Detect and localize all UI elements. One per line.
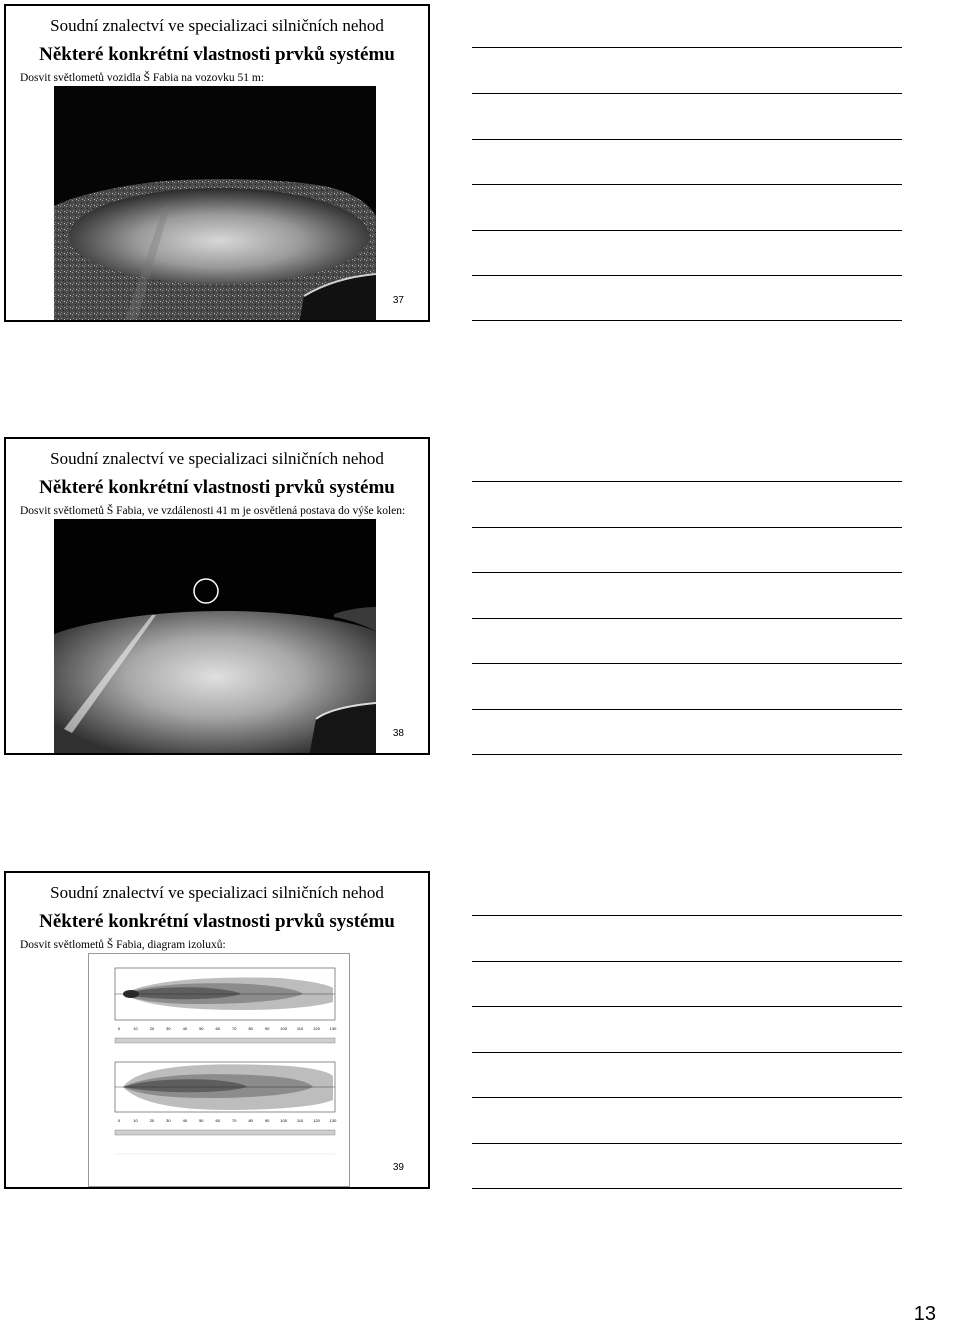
tick-label: 50 — [199, 1118, 204, 1123]
note-line — [472, 1143, 902, 1144]
tick-label: 70 — [232, 1118, 237, 1123]
note-line — [472, 275, 902, 276]
note-line — [472, 320, 902, 321]
slide-caption: Dosvit světlometů vozidla Š Fabia na vozovku 51 m: — [20, 72, 265, 84]
tick-label: 40 — [182, 1026, 188, 1031]
note-line — [472, 915, 902, 916]
tick-label: 130 — [329, 1118, 337, 1123]
note-line — [472, 754, 902, 755]
tick-label: 30 — [166, 1026, 171, 1031]
axis-ticks-top — [118, 1026, 337, 1031]
slide-number: 38 — [392, 728, 404, 739]
note-line — [472, 1097, 902, 1098]
note-line — [472, 618, 902, 619]
tick-label: 60 — [215, 1026, 220, 1031]
note-line — [472, 184, 902, 185]
tick-label: 120 — [313, 1118, 320, 1123]
slide-caption: Dosvit světlometů Š Fabia, diagram izoluxů: — [20, 939, 226, 951]
note-line — [472, 47, 902, 48]
note-line — [472, 961, 902, 962]
tick-label: 50 — [199, 1026, 204, 1031]
tick-label: 10 — [133, 1118, 138, 1123]
note-line — [472, 230, 902, 231]
tick-label: 10 — [133, 1026, 138, 1031]
tick-label: 80 — [248, 1026, 253, 1031]
note-line — [472, 1188, 902, 1189]
tick-label: 0 — [117, 1026, 121, 1031]
slide-39 — [4, 871, 430, 1189]
tick-label: 100 — [280, 1026, 287, 1031]
isolux-diagram — [88, 953, 350, 1187]
page-number: 13 — [913, 1303, 936, 1325]
note-line — [472, 481, 902, 482]
tick-label: 80 — [248, 1118, 253, 1123]
tick-label: 120 — [313, 1026, 320, 1031]
slide-number: 39 — [392, 1162, 404, 1173]
note-line — [472, 572, 902, 573]
tick-label: 40 — [182, 1118, 188, 1123]
tick-label: 130 — [329, 1026, 337, 1031]
tick-label: 90 — [264, 1026, 270, 1031]
tick-label: 90 — [264, 1118, 270, 1123]
tick-label: 110 — [296, 1118, 304, 1123]
note-line — [472, 93, 902, 94]
note-line — [472, 1006, 902, 1007]
headlight-photo-road — [54, 86, 376, 322]
slide-title: Soudní znalectví ve specializaci silničních nehod — [50, 16, 384, 35]
note-line — [472, 527, 902, 528]
slide-38 — [4, 437, 430, 755]
slide-heading: Některé konkrétní vlastnosti prvků systému — [39, 477, 395, 498]
slide-caption: Dosvit světlometů Š Fabia, ve vzdálenosti 41 m je osvětlená postava do výše kolen: — [20, 505, 406, 517]
tick-label: 30 — [166, 1118, 171, 1123]
slide-37 — [4, 4, 430, 322]
tick-label: 20 — [149, 1118, 155, 1123]
note-line — [472, 139, 902, 140]
tick-label: 110 — [296, 1026, 304, 1031]
tick-label: 100 — [280, 1118, 287, 1123]
slide-title: Soudní znalectví ve specializaci silničních nehod — [50, 883, 384, 902]
axis-ticks-bottom — [118, 1118, 337, 1123]
slide-heading: Některé konkrétní vlastnosti prvků systému — [39, 44, 395, 65]
headlight-photo-figure — [54, 519, 376, 755]
slide-number: 37 — [392, 295, 404, 306]
slide-title: Soudní znalectví ve specializaci silničních nehod — [50, 449, 384, 468]
slide-heading: Některé konkrétní vlastnosti prvků systému — [39, 911, 395, 932]
note-line — [472, 663, 902, 664]
tick-label: 70 — [232, 1026, 237, 1031]
note-line — [472, 709, 902, 710]
note-line — [472, 1052, 902, 1053]
tick-label: 60 — [215, 1118, 220, 1123]
tick-label: 0 — [117, 1118, 121, 1123]
tick-label: 20 — [149, 1026, 155, 1031]
